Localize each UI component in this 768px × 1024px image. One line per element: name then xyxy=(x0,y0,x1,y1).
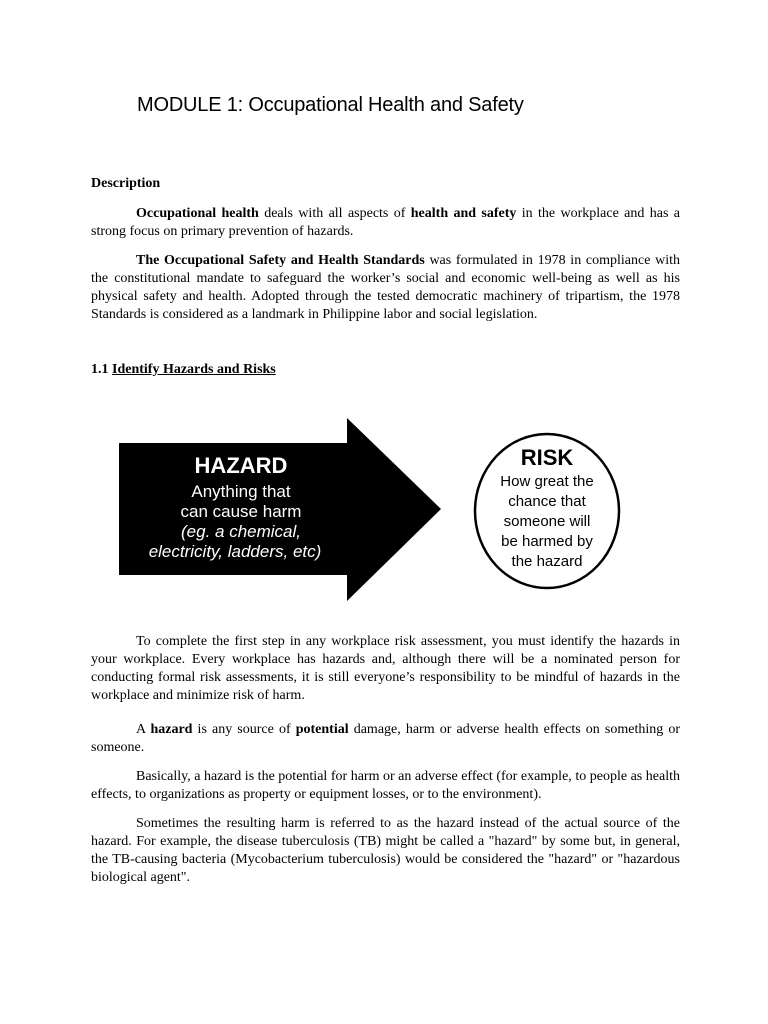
section-title: Identify Hazards and Risks xyxy=(112,362,276,377)
tuberculosis-paragraph xyxy=(91,815,680,887)
description-heading: Description xyxy=(91,176,161,191)
risk-line: be harmed by xyxy=(501,533,593,550)
hazard-line: electricity, ladders, etc) xyxy=(148,542,322,561)
risk-line: the hazard xyxy=(511,553,583,570)
hazard-risk-diagram xyxy=(115,418,625,604)
text: damage, harm or adverse health effects on something or someone. xyxy=(91,722,680,755)
risk-line: chance that xyxy=(508,493,586,510)
basically-paragraph xyxy=(91,768,680,804)
text: A xyxy=(136,722,151,737)
term-occupational-health: Occupational health xyxy=(136,206,259,221)
hazard-title: HAZARD xyxy=(194,453,288,478)
term-standards: The Occupational Safety and Health Standards xyxy=(136,253,425,268)
occupational-health-paragraph xyxy=(91,205,680,241)
risk-title: RISK xyxy=(520,445,574,470)
section-number: 1.1 xyxy=(91,362,112,377)
text: Basically, a hazard is the potential for harm or an adverse effect (for example, to people as health effects, to organizations as property or equipment losses, or to the environment). xyxy=(91,769,680,802)
text: in the workplace and has a strong focus on primary prevention of hazards. xyxy=(91,206,680,239)
hazard-line: Anything that xyxy=(191,482,291,501)
page-title: MODULE 1: Occupational Health and Safety xyxy=(137,94,524,116)
first-step-paragraph xyxy=(91,633,680,705)
hazard-definition-paragraph xyxy=(91,721,680,757)
term-health-and-safety: health and safety xyxy=(410,206,517,221)
risk-line: someone will xyxy=(503,513,591,530)
section-heading xyxy=(91,362,276,378)
hazard-line: (eg. a chemical, xyxy=(181,522,301,541)
text: Sometimes the resulting harm is referred to as the hazard instead of the actual source of the hazard. For example, the disease tuberculosis (TB) might be called a "hazard" by some but, in general, the TB-causing bacteria (Mycobacterium tuberculosis) would be considered the "hazard" or "hazardous biological agent". xyxy=(91,816,680,885)
term-potential: potential xyxy=(295,722,349,737)
risk-line: How great the xyxy=(500,473,594,490)
hazard-line: can cause harm xyxy=(180,502,302,521)
term-hazard: hazard xyxy=(150,722,193,737)
standards-paragraph xyxy=(91,252,680,324)
text: was formulated in 1978 in compliance with the constitutional mandate to safeguard the worker’s social and economic well-being as well as his physical safety and health. Adopted through the tested democratic machinery of tripartism, the 1978 Standards is considered as a landmark in Philippine labor and social legislation. xyxy=(91,253,681,322)
text: deals with all aspects of xyxy=(258,206,411,221)
text: is any source of xyxy=(192,722,296,737)
text: To complete the first step in any workplace risk assessment, you must identify the hazards in your workplace. Every workplace has hazards and, although there will be a nominated person for conducting formal risk assessments, it is still everyone’s responsibility to be mindful of hazards in the workplace and minimize risk of harm. xyxy=(91,634,680,703)
